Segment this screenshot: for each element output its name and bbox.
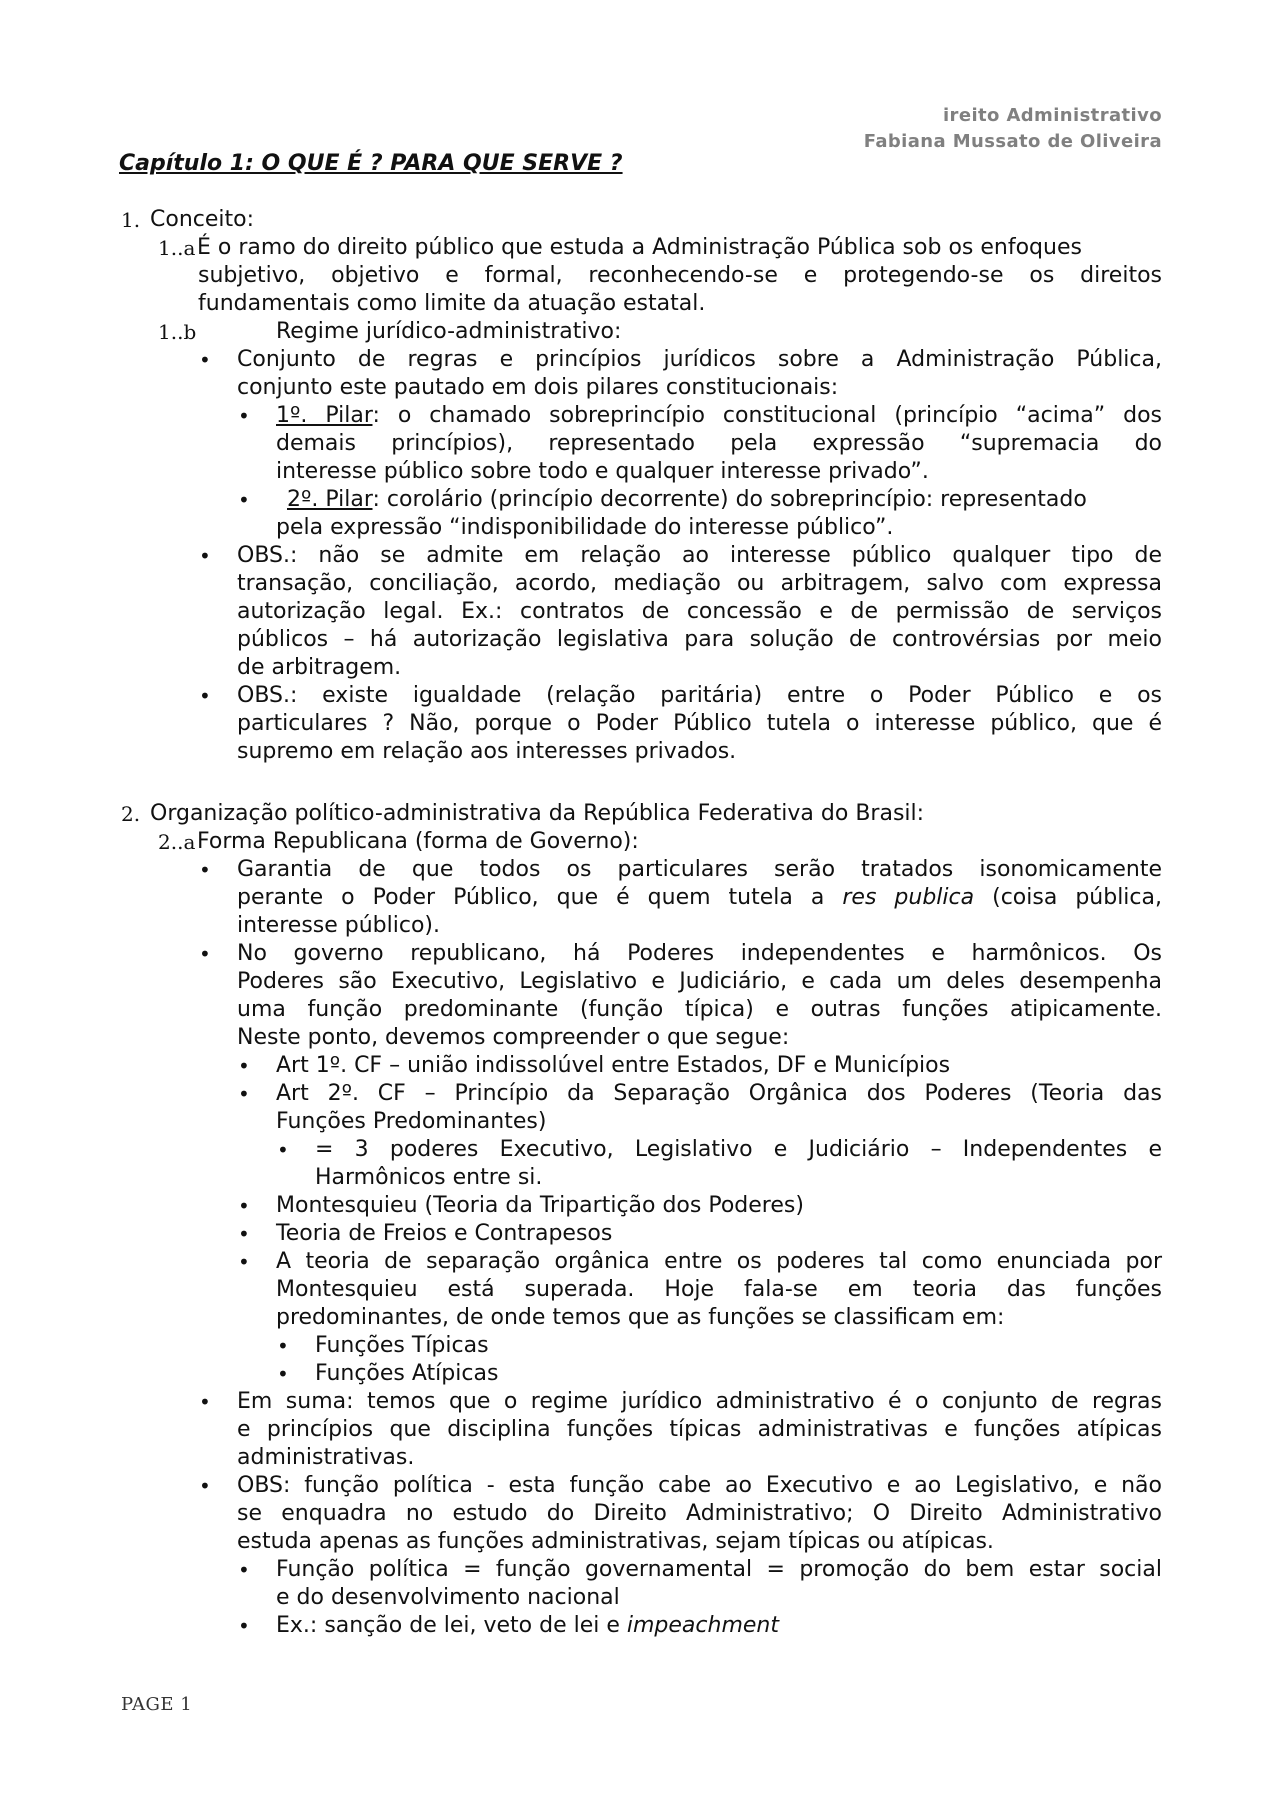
bullet: • (199, 858, 211, 882)
paragraph-line: uma função predominante (função típica) e outras funções atipicamente. (237, 997, 1162, 1022)
paragraph-line: públicos – há autorização legislativa para solução de controvérsias por meio (237, 627, 1162, 652)
page-footer (121, 1694, 192, 1715)
paragraph-line: predominantes, de onde temos que as funções se classificam em: (276, 1305, 1005, 1330)
subsection-number: 2..a (158, 830, 196, 854)
header-author: Fabiana Mussato de Oliveira (863, 131, 1162, 152)
paragraph-line: e princípios que disciplina funções típicas administrativas e funções atípicas (237, 1417, 1162, 1442)
pilar-2: 2º. Pilar: corolário (princípio decorrente) do sobreprincípio: representado (287, 487, 1087, 512)
paragraph-line: e do desenvolvimento nacional (276, 1585, 620, 1610)
paragraph-line: autorização legal. Ex.: contratos de concessão e de permissão de serviços (237, 599, 1162, 624)
paragraph-line: Harmônicos entre si. (315, 1165, 543, 1190)
bullet: • (238, 488, 250, 512)
paragraph-line: Função política = função governamental = promoção do bem estar social (276, 1557, 1162, 1582)
paragraph-line: perante o Poder Público, que é quem tutela a res publica (coisa pública, (237, 885, 1162, 910)
paragraph-line: OBS: função política - esta função cabe ao Executivo e ao Legislativo, e não (237, 1473, 1162, 1498)
paragraph-line: particulares ? Não, porque o Poder Público tutela o interesse público, que é (237, 711, 1162, 736)
paragraph-line: administrativas. (237, 1445, 415, 1470)
paragraph-line: de arbitragem. (237, 655, 402, 680)
bullet: • (199, 544, 211, 568)
bullet: • (238, 1222, 250, 1246)
bullet: • (199, 684, 211, 708)
paragraph-line: No governo republicano, há Poderes independentes e harmônicos. Os (237, 941, 1162, 966)
list-item: Art 1º. CF – união indissolúvel entre Estados, DF e Municípios (276, 1053, 951, 1078)
paragraph-line: estuda apenas as funções administrativas, sejam típicas ou atípicas. (237, 1529, 994, 1554)
paragraph-line: conjunto este pautado em dois pilares constitucionais: (237, 375, 839, 400)
bullet: • (277, 1138, 289, 1162)
page-label: PAGE (121, 1694, 174, 1715)
bullet: • (199, 348, 211, 372)
chapter-title: Capítulo 1: O QUE É ? PARA QUE SERVE ? (119, 151, 623, 176)
pilar-1: 1º. Pilar: o chamado sobreprincípio constitucional (princípio “acima” dos (276, 403, 1162, 428)
bullet: • (238, 1558, 250, 1582)
paragraph-line: OBS.: existe igualdade (relação paritária) entre o Poder Público e os (237, 683, 1162, 708)
paragraph-line: Montesquieu está superada. Hoje fala-se em teoria das funções (276, 1277, 1162, 1302)
paragraph-line: se enquadra no estudo do Direito Administrativo; O Direito Administrativo (237, 1501, 1162, 1526)
section-number: 1. (121, 208, 141, 232)
bullet: • (238, 404, 250, 428)
paragraph-line: transação, conciliação, acordo, mediação ou arbitragem, salvo com expressa (237, 571, 1162, 596)
paragraph-line: subjetivo, objetivo e formal, reconhecendo-se e protegendo-se os direitos (198, 263, 1162, 288)
list-item: Funções Típicas (315, 1333, 489, 1358)
subsection-number: 1..b (158, 320, 197, 344)
paragraph-line: OBS.: não se admite em relação ao interesse público qualquer tipo de (237, 543, 1162, 568)
paragraph-line: A teoria de separação orgânica entre os poderes tal como enunciada por (276, 1249, 1162, 1274)
paragraph-line: interesse público sobre todo e qualquer interesse privado”. (276, 459, 929, 484)
bullet: • (277, 1334, 289, 1358)
subsection-number: 1..a (158, 236, 196, 260)
bullet: • (238, 1054, 250, 1078)
paragraph-line: fundamentais como limite da atuação estatal. (198, 291, 706, 316)
bullet: • (238, 1250, 250, 1274)
section-number: 2. (121, 802, 141, 826)
pilar-label: 1º. Pilar (276, 403, 373, 428)
paragraph-line: pela expressão “indisponibilidade do interesse público”. (276, 515, 894, 540)
paragraph-line: Garantia de que todos os particulares serão tratados isonomicamente (237, 857, 1162, 882)
list-item: Teoria de Freios e Contrapesos (276, 1221, 613, 1246)
bullet: • (238, 1194, 250, 1218)
header-subject: ireito Administrativo (942, 105, 1162, 126)
subsection-title: Regime jurídico-administrativo: (276, 319, 622, 344)
bullet: • (199, 942, 211, 966)
list-item: Funções Atípicas (315, 1361, 499, 1386)
paragraph-line: Em suma: temos que o regime jurídico administrativo é o conjunto de regras (237, 1389, 1162, 1414)
paragraph-line: = 3 poderes Executivo, Legislativo e Judiciário – Independentes e (315, 1137, 1162, 1162)
section-title: Conceito: (150, 207, 255, 232)
list-item: Montesquieu (Teoria da Tripartição dos Poderes) (276, 1193, 804, 1218)
bullet: • (238, 1082, 250, 1106)
bullet: • (238, 1614, 250, 1638)
paragraph-line: demais princípios), representado pela expressão “supremacia do (276, 431, 1162, 456)
bullet: • (199, 1474, 211, 1498)
document-header (864, 103, 1162, 155)
paragraph-line: Art 2º. CF – Princípio da Separação Orgânica dos Poderes (Teoria das (276, 1081, 1162, 1106)
paragraph-line: Conjunto de regras e princípios jurídicos sobre a Administração Pública, (237, 347, 1162, 372)
paragraph-line: Poderes são Executivo, Legislativo e Judiciário, e cada um deles desempenha (237, 969, 1162, 994)
bullet: • (277, 1362, 289, 1386)
page-number: 1 (180, 1694, 193, 1715)
paragraph-line: É o ramo do direito público que estuda a Administração Pública sob os enfoques (197, 235, 1082, 260)
list-item: Ex.: sanção de lei, veto de lei e impeachment (276, 1613, 779, 1638)
pilar-label: 2º. Pilar (287, 487, 373, 512)
paragraph-line: interesse público). (237, 913, 440, 938)
bullet: • (199, 1390, 211, 1414)
paragraph-line: Neste ponto, devemos compreender o que segue: (237, 1025, 790, 1050)
paragraph-line: Funções Predominantes) (276, 1109, 547, 1134)
section-title: Organização político-administrativa da República Federativa do Brasil: (150, 801, 925, 826)
paragraph-line: supremo em relação aos interesses privados. (237, 739, 737, 764)
subsection-title: Forma Republicana (forma de Governo): (197, 829, 639, 854)
